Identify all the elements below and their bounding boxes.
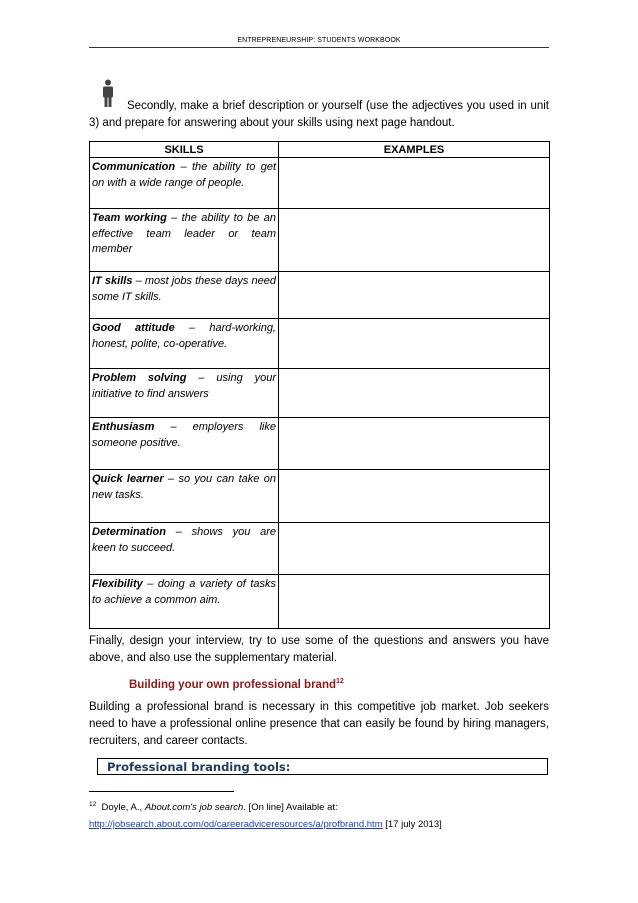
tools-label: Professional branding tools: xyxy=(107,760,291,774)
skill-desc: – employers like someone positive. xyxy=(92,421,276,449)
skill-cell xyxy=(90,209,279,272)
footnote-line-1 xyxy=(89,796,559,816)
footnote-rest: . [On line] Available at: xyxy=(243,802,338,814)
skills-table xyxy=(89,141,550,629)
table-row xyxy=(90,272,550,319)
example-cell[interactable] xyxy=(279,272,550,319)
skill-name: Team working xyxy=(92,212,167,224)
tools-box xyxy=(97,758,548,775)
example-cell[interactable] xyxy=(279,319,550,369)
table-row xyxy=(90,209,550,272)
skill-cell xyxy=(90,158,279,209)
skill-desc: – using your initiative to find answers xyxy=(92,372,276,400)
footnote xyxy=(89,796,559,833)
skill-desc: – hard-working, honest, polite, co-operative. xyxy=(92,322,276,350)
table-header-row xyxy=(90,142,550,158)
skill-desc: – the ability to be an effective team leader or team member xyxy=(92,212,276,255)
example-cell[interactable] xyxy=(279,470,550,523)
brand-paragraph: Building a professional brand is necessary in this competitive job market. Job seekers need to have a professional online presence that can easily be found by hiring managers, recruiters, and career contacts. xyxy=(89,701,549,747)
footnote-line-2 xyxy=(89,816,559,833)
example-cell[interactable] xyxy=(279,575,550,629)
footnote-link[interactable]: http://jobsearch.about.com/od/careeradviceresources/a/profbrand.htm xyxy=(89,819,383,831)
skill-desc: – shows you are keen to succeed. xyxy=(92,526,276,554)
skill-cell xyxy=(90,418,279,470)
skill-name: Quick learner xyxy=(92,473,164,485)
example-cell[interactable] xyxy=(279,523,550,575)
brand-heading xyxy=(129,678,344,691)
header-rule xyxy=(89,47,549,48)
examples-header: EXAMPLES xyxy=(279,142,550,158)
skill-name: Flexibility xyxy=(92,578,143,590)
skill-desc: – the ability to get on with a wide range of people. xyxy=(92,161,276,189)
table-row xyxy=(90,158,550,209)
footnote-number: 12 xyxy=(89,801,97,808)
skill-cell xyxy=(90,319,279,369)
skill-desc: – so you can take on new tasks. xyxy=(92,473,276,501)
footnote-date: [17 july 2013] xyxy=(382,819,442,831)
skill-name: Enthusiasm xyxy=(92,421,155,433)
skill-name: Problem solving xyxy=(92,372,187,384)
skill-cell xyxy=(90,369,279,418)
example-cell[interactable] xyxy=(279,369,550,418)
table-row xyxy=(90,575,550,629)
skill-name: Determination xyxy=(92,526,166,538)
skill-cell xyxy=(90,470,279,523)
table-row xyxy=(90,418,550,470)
example-cell[interactable] xyxy=(279,418,550,470)
footnote-author: Doyle, A., xyxy=(101,802,145,814)
finally-paragraph: Finally, design your interview, try to use some of the questions and answers you have above, and also use the supplementary material. xyxy=(89,635,549,664)
skill-desc: – most jobs these days need some IT skills. xyxy=(92,275,276,303)
brand-heading-text: Building your own professional brand xyxy=(129,678,337,691)
footnote-source: About.com's job search xyxy=(144,802,244,814)
table-row xyxy=(90,369,550,418)
skill-cell xyxy=(90,272,279,319)
skill-cell xyxy=(90,575,279,629)
skills-header: SKILLS xyxy=(90,142,279,158)
example-cell[interactable] xyxy=(279,158,550,209)
skill-name: Good attitude xyxy=(92,322,175,334)
footnote-ref[interactable]: 12 xyxy=(336,678,344,685)
example-cell[interactable] xyxy=(279,209,550,272)
footnote-rule xyxy=(89,791,234,792)
table-row xyxy=(90,523,550,575)
page-header: ENTREPRENEURSHIP: STUDENTS WORKBOOK xyxy=(237,37,401,44)
skill-desc: – doing a variety of tasks to achieve a common aim. xyxy=(92,578,276,606)
intro-text: Secondly, make a brief description or yourself (use the adjectives you used in unit 3) and prepare for answering about your skills using next page handout. xyxy=(89,100,549,129)
table-row xyxy=(90,470,550,523)
skill-cell xyxy=(90,523,279,575)
skill-name: Communication xyxy=(92,161,176,173)
skill-name: IT skills xyxy=(92,275,133,287)
intro-paragraph xyxy=(89,98,549,132)
table-row xyxy=(90,319,550,369)
